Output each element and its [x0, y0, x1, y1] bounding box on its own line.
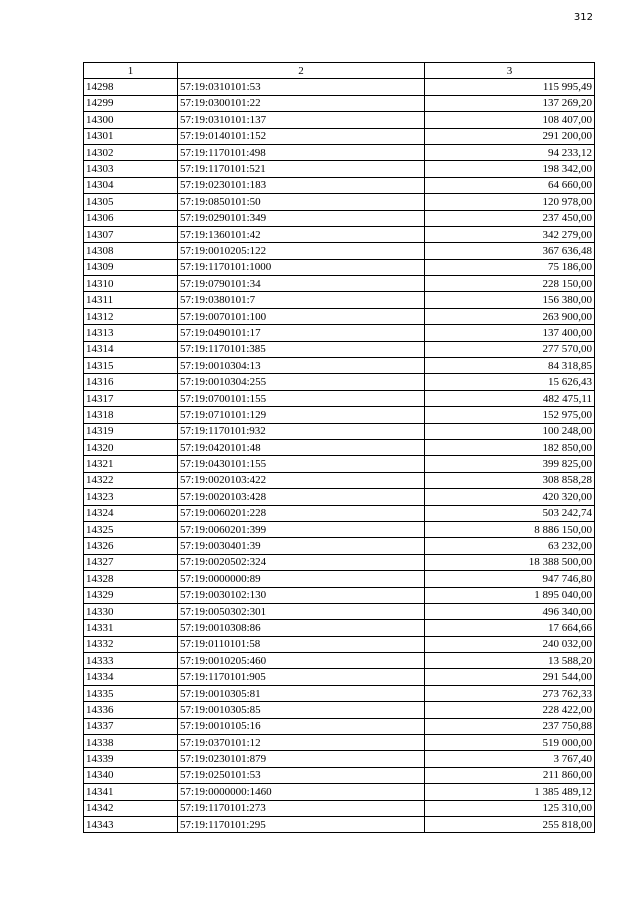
cadastral-number-cell: 57:19:0420101:48	[178, 439, 425, 455]
cadastral-number-cell: 57:19:0030401:39	[178, 538, 425, 554]
value-cell: 94 233,12	[425, 144, 595, 160]
cadastral-number-cell: 57:19:0850101:50	[178, 194, 425, 210]
value-cell: 420 320,00	[425, 489, 595, 505]
cadastral-number-cell: 57:19:0000000:89	[178, 571, 425, 587]
table-row	[84, 210, 595, 226]
row-number-cell: 14313	[84, 325, 178, 341]
table-row	[84, 669, 595, 685]
cadastral-number-cell: 57:19:0430101:155	[178, 456, 425, 472]
table-row	[84, 308, 595, 324]
row-number-cell: 14325	[84, 521, 178, 537]
value-cell: 237 750,88	[425, 718, 595, 734]
table-row	[84, 620, 595, 636]
value-cell: 15 626,43	[425, 374, 595, 390]
row-number-cell: 14312	[84, 308, 178, 324]
cadastral-number-cell: 57:19:0010305:85	[178, 702, 425, 718]
table-row	[84, 685, 595, 701]
column-header-2: 2	[178, 63, 425, 79]
value-cell: 156 380,00	[425, 292, 595, 308]
row-number-cell: 14327	[84, 554, 178, 570]
value-cell: 100 248,00	[425, 423, 595, 439]
row-number-cell: 14304	[84, 177, 178, 193]
table-row	[84, 292, 595, 308]
value-cell: 273 762,33	[425, 685, 595, 701]
row-number-cell: 14303	[84, 161, 178, 177]
registry-table	[83, 62, 595, 833]
row-number-cell: 14321	[84, 456, 178, 472]
table-row	[84, 702, 595, 718]
value-cell: 137 269,20	[425, 95, 595, 111]
row-number-cell: 14336	[84, 702, 178, 718]
row-number-cell: 14343	[84, 816, 178, 832]
cadastral-number-cell: 57:19:0380101:7	[178, 292, 425, 308]
table-row	[84, 243, 595, 259]
table-row	[84, 259, 595, 275]
cadastral-number-cell: 57:19:1170101:521	[178, 161, 425, 177]
value-cell: 182 850,00	[425, 439, 595, 455]
row-number-cell: 14301	[84, 128, 178, 144]
value-cell: 152 975,00	[425, 407, 595, 423]
table-row	[84, 456, 595, 472]
row-number-cell: 14320	[84, 439, 178, 455]
cadastral-number-cell: 57:19:0290101:349	[178, 210, 425, 226]
row-number-cell: 14309	[84, 259, 178, 275]
row-number-cell: 14305	[84, 194, 178, 210]
cadastral-number-cell: 57:19:0010308:86	[178, 620, 425, 636]
value-cell: 947 746,80	[425, 571, 595, 587]
header-row	[84, 63, 595, 79]
value-cell: 18 388 500,00	[425, 554, 595, 570]
row-number-cell: 14341	[84, 784, 178, 800]
cadastral-number-cell: 57:19:0060201:399	[178, 521, 425, 537]
cadastral-number-cell: 57:19:0010205:122	[178, 243, 425, 259]
table-row	[84, 521, 595, 537]
value-cell: 63 232,00	[425, 538, 595, 554]
table-row	[84, 538, 595, 554]
value-cell: 482 475,11	[425, 390, 595, 406]
table-row	[84, 718, 595, 734]
row-number-cell: 14337	[84, 718, 178, 734]
value-cell: 399 825,00	[425, 456, 595, 472]
cadastral-number-cell: 57:19:0710101:129	[178, 407, 425, 423]
row-number-cell: 14338	[84, 735, 178, 751]
cadastral-number-cell: 57:19:0230101:879	[178, 751, 425, 767]
cadastral-number-cell: 57:19:1170101:1000	[178, 259, 425, 275]
table-header	[84, 63, 595, 79]
row-number-cell: 14306	[84, 210, 178, 226]
value-cell: 291 544,00	[425, 669, 595, 685]
value-cell: 115 995,49	[425, 79, 595, 95]
cadastral-number-cell: 57:19:0230101:183	[178, 177, 425, 193]
row-number-cell: 14315	[84, 358, 178, 374]
cadastral-number-cell: 57:19:0020103:422	[178, 472, 425, 488]
row-number-cell: 14300	[84, 112, 178, 128]
table-row	[84, 587, 595, 603]
value-cell: 211 860,00	[425, 767, 595, 783]
cadastral-number-cell: 57:19:1170101:932	[178, 423, 425, 439]
row-number-cell: 14328	[84, 571, 178, 587]
value-cell: 308 858,28	[425, 472, 595, 488]
cadastral-number-cell: 57:19:0300101:22	[178, 95, 425, 111]
table-row	[84, 423, 595, 439]
value-cell: 75 186,00	[425, 259, 595, 275]
table-row	[84, 653, 595, 669]
table-row	[84, 79, 595, 95]
cadastral-number-cell: 57:19:0310101:53	[178, 79, 425, 95]
table-row	[84, 194, 595, 210]
table-row	[84, 505, 595, 521]
cadastral-number-cell: 57:19:1170101:905	[178, 669, 425, 685]
value-cell: 3 767,40	[425, 751, 595, 767]
cadastral-number-cell: 57:19:0000000:1460	[178, 784, 425, 800]
table-row	[84, 374, 595, 390]
row-number-cell: 14326	[84, 538, 178, 554]
value-cell: 108 407,00	[425, 112, 595, 128]
table-row	[84, 767, 595, 783]
column-header-3: 3	[425, 63, 595, 79]
table-row	[84, 735, 595, 751]
table-row	[84, 472, 595, 488]
row-number-cell: 14298	[84, 79, 178, 95]
table-row	[84, 571, 595, 587]
value-cell: 125 310,00	[425, 800, 595, 816]
cadastral-number-cell: 57:19:0060201:228	[178, 505, 425, 521]
value-cell: 237 450,00	[425, 210, 595, 226]
value-cell: 503 242,74	[425, 505, 595, 521]
value-cell: 64 660,00	[425, 177, 595, 193]
table-row	[84, 439, 595, 455]
cadastral-number-cell: 57:19:0070101:100	[178, 308, 425, 324]
row-number-cell: 14317	[84, 390, 178, 406]
row-number-cell: 14330	[84, 603, 178, 619]
row-number-cell: 14331	[84, 620, 178, 636]
table-row	[84, 325, 595, 341]
value-cell: 367 636,48	[425, 243, 595, 259]
cadastral-number-cell: 57:19:0010304:255	[178, 374, 425, 390]
row-number-cell: 14307	[84, 226, 178, 242]
table-row	[84, 390, 595, 406]
cadastral-number-cell: 57:19:0050302:301	[178, 603, 425, 619]
table-row	[84, 407, 595, 423]
value-cell: 342 279,00	[425, 226, 595, 242]
value-cell: 496 340,00	[425, 603, 595, 619]
row-number-cell: 14342	[84, 800, 178, 816]
table-row	[84, 489, 595, 505]
row-number-cell: 14316	[84, 374, 178, 390]
row-number-cell: 14319	[84, 423, 178, 439]
cadastral-number-cell: 57:19:0140101:152	[178, 128, 425, 144]
row-number-cell: 14318	[84, 407, 178, 423]
value-cell: 291 200,00	[425, 128, 595, 144]
table-row	[84, 112, 595, 128]
value-cell: 198 342,00	[425, 161, 595, 177]
row-number-cell: 14339	[84, 751, 178, 767]
value-cell: 277 570,00	[425, 341, 595, 357]
cadastral-number-cell: 57:19:0010304:13	[178, 358, 425, 374]
value-cell: 228 422,00	[425, 702, 595, 718]
row-number-cell: 14314	[84, 341, 178, 357]
row-number-cell: 14324	[84, 505, 178, 521]
cadastral-number-cell: 57:19:0310101:137	[178, 112, 425, 128]
value-cell: 1 895 040,00	[425, 587, 595, 603]
table-body	[84, 79, 595, 833]
table-row	[84, 358, 595, 374]
value-cell: 84 318,85	[425, 358, 595, 374]
row-number-cell: 14323	[84, 489, 178, 505]
table-row	[84, 276, 595, 292]
row-number-cell: 14299	[84, 95, 178, 111]
value-cell: 228 150,00	[425, 276, 595, 292]
row-number-cell: 14334	[84, 669, 178, 685]
row-number-cell: 14340	[84, 767, 178, 783]
value-cell: 519 000,00	[425, 735, 595, 751]
value-cell: 120 978,00	[425, 194, 595, 210]
row-number-cell: 14310	[84, 276, 178, 292]
table-row	[84, 800, 595, 816]
cadastral-number-cell: 57:19:1170101:385	[178, 341, 425, 357]
value-cell: 255 818,00	[425, 816, 595, 832]
table-row	[84, 161, 595, 177]
cadastral-number-cell: 57:19:0030102:130	[178, 587, 425, 603]
table-row	[84, 95, 595, 111]
table-row	[84, 636, 595, 652]
value-cell: 8 886 150,00	[425, 521, 595, 537]
value-cell: 17 664,66	[425, 620, 595, 636]
cadastral-number-cell: 57:19:0010305:81	[178, 685, 425, 701]
cadastral-number-cell: 57:19:0010205:460	[178, 653, 425, 669]
row-number-cell: 14308	[84, 243, 178, 259]
table-row	[84, 554, 595, 570]
cadastral-number-cell: 57:19:0490101:17	[178, 325, 425, 341]
table-row	[84, 784, 595, 800]
table-row	[84, 177, 595, 193]
cadastral-number-cell: 57:19:0020103:428	[178, 489, 425, 505]
table-row	[84, 341, 595, 357]
table-row	[84, 751, 595, 767]
row-number-cell: 14322	[84, 472, 178, 488]
row-number-cell: 14311	[84, 292, 178, 308]
cadastral-number-cell: 57:19:0010105:16	[178, 718, 425, 734]
cadastral-number-cell: 57:19:0250101:53	[178, 767, 425, 783]
table-row	[84, 226, 595, 242]
row-number-cell: 14335	[84, 685, 178, 701]
table-row	[84, 144, 595, 160]
row-number-cell: 14333	[84, 653, 178, 669]
row-number-cell: 14302	[84, 144, 178, 160]
value-cell: 1 385 489,12	[425, 784, 595, 800]
cadastral-number-cell: 57:19:1170101:498	[178, 144, 425, 160]
value-cell: 240 032,00	[425, 636, 595, 652]
column-header-1: 1	[84, 63, 178, 79]
cadastral-number-cell: 57:19:0790101:34	[178, 276, 425, 292]
table-row	[84, 128, 595, 144]
value-cell: 13 588,20	[425, 653, 595, 669]
page-number: 312	[573, 12, 593, 23]
cadastral-number-cell: 57:19:0370101:12	[178, 735, 425, 751]
cadastral-number-cell: 57:19:1170101:295	[178, 816, 425, 832]
table-row	[84, 816, 595, 832]
value-cell: 137 400,00	[425, 325, 595, 341]
row-number-cell: 14329	[84, 587, 178, 603]
cadastral-number-cell: 57:19:1170101:273	[178, 800, 425, 816]
cadastral-number-cell: 57:19:0700101:155	[178, 390, 425, 406]
cadastral-number-cell: 57:19:0020502:324	[178, 554, 425, 570]
cadastral-number-cell: 57:19:1360101:42	[178, 226, 425, 242]
value-cell: 263 900,00	[425, 308, 595, 324]
cadastral-number-cell: 57:19:0110101:58	[178, 636, 425, 652]
table-row	[84, 603, 595, 619]
row-number-cell: 14332	[84, 636, 178, 652]
